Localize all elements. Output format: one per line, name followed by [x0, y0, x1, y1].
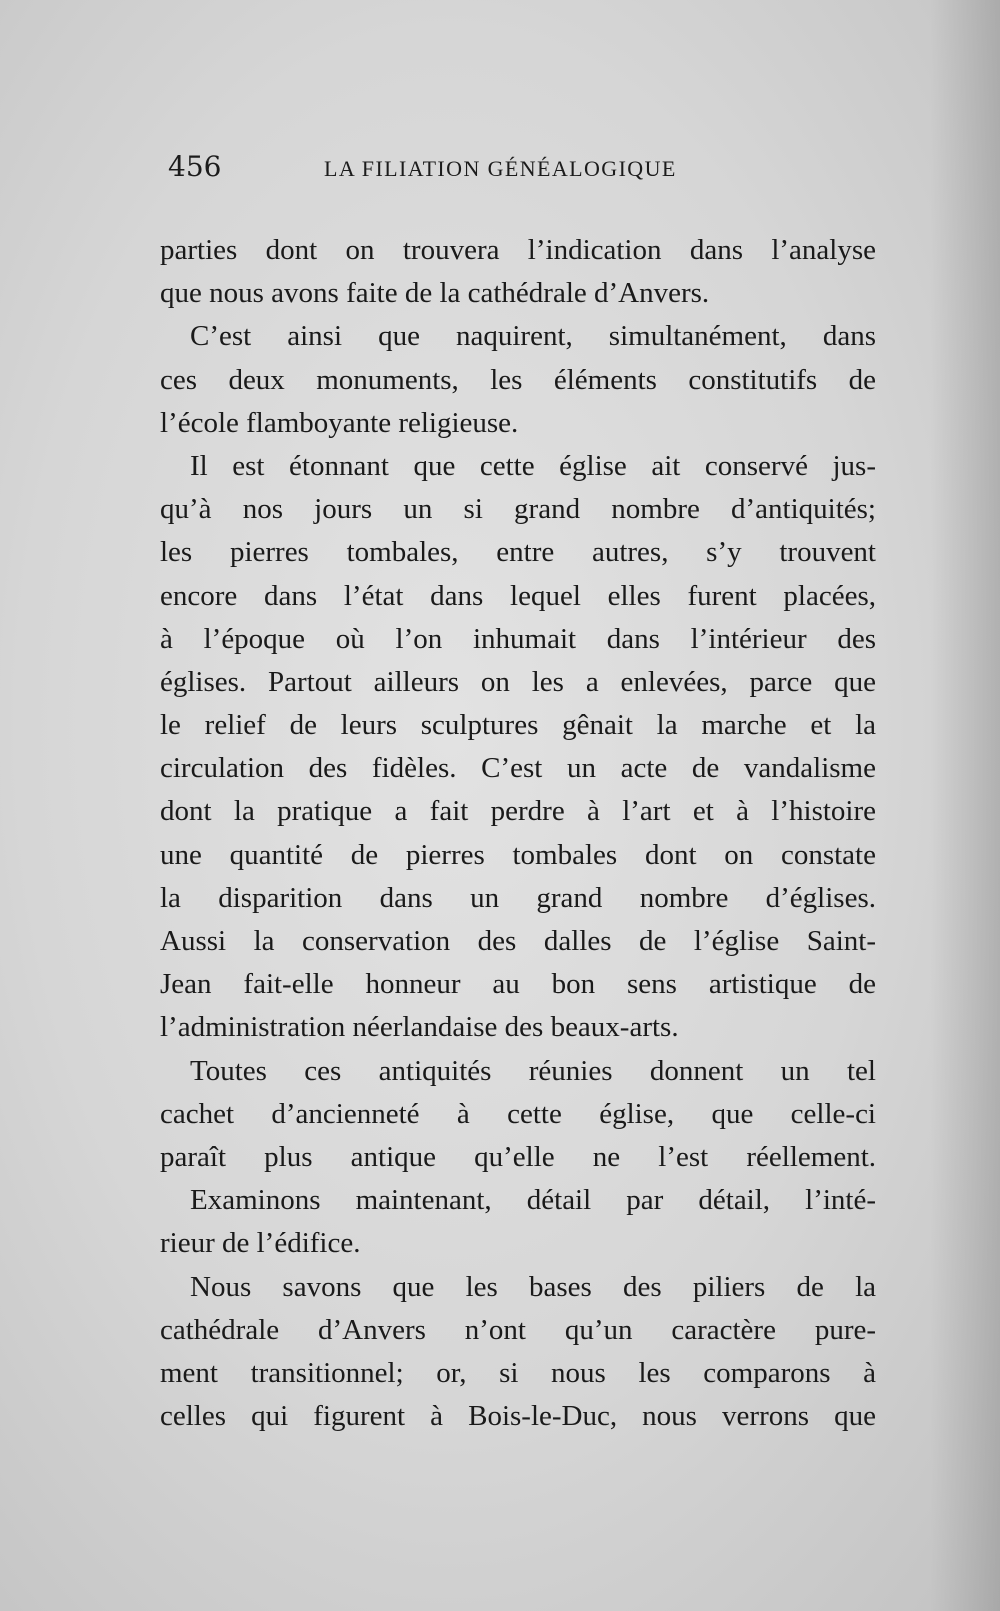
page-number: 456: [168, 150, 222, 183]
body-text: [160, 229, 876, 1438]
page-edge-shadow: [930, 0, 1000, 1611]
text-line: la disparition dans un grand nombre d’églises.: [160, 881, 876, 914]
text-line: Toutes ces antiquités réunies donnent un tel: [190, 1054, 876, 1087]
text-line: Examinons maintenant, détail par détail, l’inté-: [190, 1184, 876, 1217]
text-line: ces deux monuments, les éléments constitutifs de: [160, 363, 876, 396]
text-line: ment transitionnel; or, si nous les comparons à: [160, 1356, 876, 1389]
text-line: paraît plus antique qu’elle ne l’est réellement.: [160, 1140, 876, 1173]
text-line: C’est ainsi que naquirent, simultanément, dans: [190, 320, 876, 353]
text-line: les pierres tombales, entre autres, s’y trouvent: [160, 536, 876, 569]
running-title: LA FILIATION GÉNÉALOGIQUE: [324, 156, 677, 181]
text-line: Aussi la conservation des dalles de l’église Saint-: [160, 925, 876, 957]
text-line: l’école flamboyante religieuse.: [160, 406, 519, 439]
text-line: à l’époque où l’on inhumait dans l’intérieur des: [160, 622, 876, 655]
text-line: églises. Partout ailleurs on les a enlevées, parce que: [160, 665, 876, 698]
text-line: Jean fait-elle honneur au bon sens artistique de: [160, 968, 876, 1001]
text-line: une quantité de pierres tombales dont on constate: [160, 838, 876, 871]
text-line: cachet d’ancienneté à cette église, que celle-ci: [160, 1097, 876, 1130]
text-line: parties dont on trouvera l’indication dans l’analyse: [160, 234, 876, 266]
text-line: le relief de leurs sculptures gênait la marche et la: [160, 709, 876, 742]
text-line: Il est étonnant que cette église ait conservé jus-: [190, 449, 876, 482]
text-line: dont la pratique a fait perdre à l’art et à l’histoire: [160, 795, 876, 828]
text-line: circulation des fidèles. C’est un acte de vandalisme: [160, 752, 876, 785]
text-line: l’administration néerlandaise des beaux-arts.: [160, 1011, 679, 1044]
text-line: qu’à nos jours un si grand nombre d’antiquités;: [160, 493, 876, 526]
text-line: que nous avons faite de la cathédrale d’Anvers.: [160, 277, 710, 310]
text-line: rieur de l’édifice.: [160, 1227, 361, 1260]
text-line: Nous savons que les bases des piliers de la: [190, 1270, 876, 1303]
text-line: encore dans l’état dans lequel elles furent placées,: [160, 579, 876, 612]
page-header: [168, 150, 880, 190]
text-line: celles qui figurent à Bois-le-Duc, nous verrons que: [160, 1400, 876, 1433]
text-line: cathédrale d’Anvers n’ont qu’un caractère pure-: [160, 1313, 876, 1346]
